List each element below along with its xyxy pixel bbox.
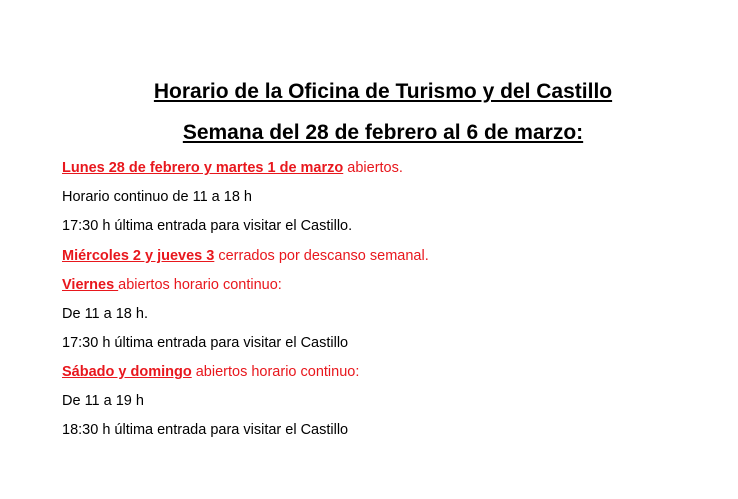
day-range-label: Miércoles 2 y jueves 3 [62,248,215,264]
schedule-line-monday-tuesday [62,158,403,178]
day-range-label: Lunes 28 de febrero y martes 1 de marzo [62,160,344,176]
schedule-line-last-entry: 17:30 h última entrada para visitar el Castillo. [62,218,353,234]
schedule-line-hours: De 11 a 18 h. [62,306,148,322]
schedule-line-friday [62,275,282,295]
document-subtitle: Semana del 28 de febrero al 6 de marzo: [182,121,584,144]
schedule-line-last-entry: 18:30 h última entrada para visitar el Castillo [62,422,349,438]
schedule-line-weekend [62,362,359,382]
schedule-line-hours: De 11 a 19 h [62,393,144,409]
schedule-line-hours: Horario continuo de 11 a 18 h [62,189,252,205]
status-text: abiertos. [343,160,403,176]
day-range-label: Sábado y domingo [62,364,192,380]
document-title: Horario de la Oficina de Turismo y del Castillo [153,80,613,103]
status-text: abiertos horario continuo: [191,364,360,380]
status-text: cerrados por descanso semanal. [214,248,429,264]
schedule-line-last-entry: 17:30 h última entrada para visitar el Castillo [62,335,349,351]
status-text: abiertos horario continuo: [118,277,282,293]
day-range-label: Viernes [62,277,119,293]
schedule-line-wednesday-thursday [62,246,429,266]
